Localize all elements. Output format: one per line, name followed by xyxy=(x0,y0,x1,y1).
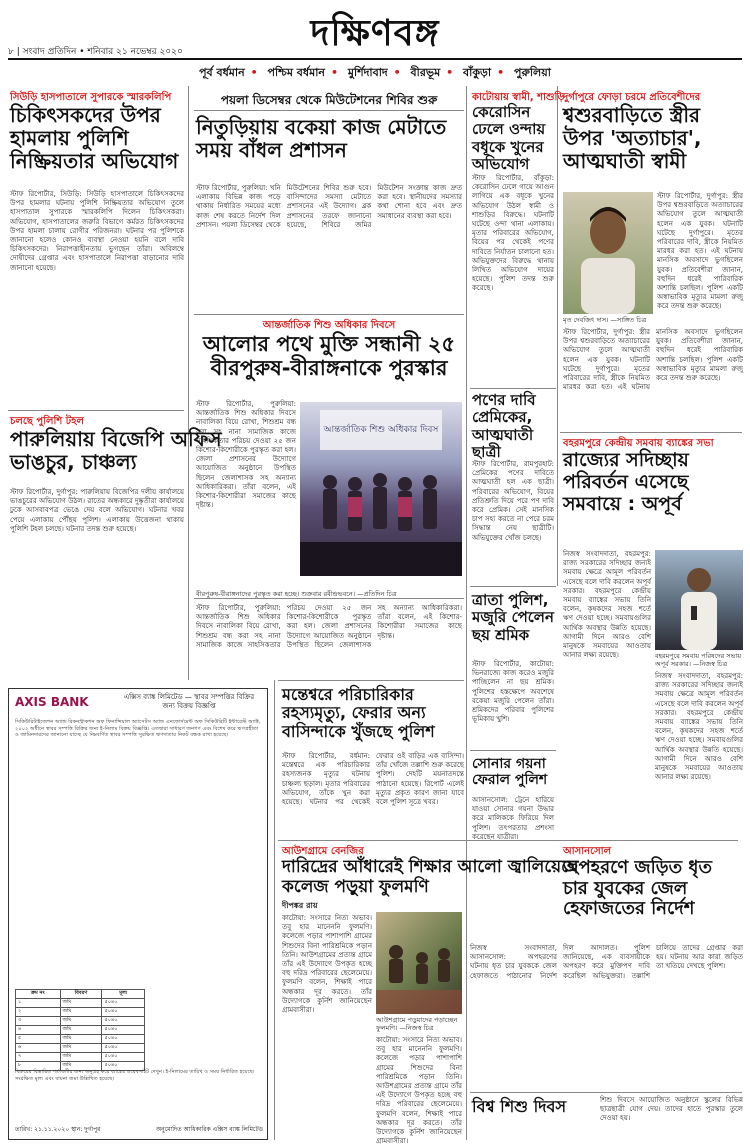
photo-caption: আউশগ্রামে পড়ুয়াদের পড়াচ্ছেন ফুলমণি। —নিজস্ব চিত্র xyxy=(376,1016,458,1032)
story-divider xyxy=(8,410,184,411)
table-cell: ৫০৪০ xyxy=(102,1017,145,1026)
story-body: স্টাফ রিপোর্টার, বর্ধমান: মন্তেশ্বরে এক পরিচারিকার রহস্যজনক মৃত্যুর ঘটনায় চাঞ্চল্য ছড়াল। মৃতার পরিবারের অভিযোগ, তাঁকে খুন করা হয়েছে। ঘটনার পর থেকেই ফেরার ওই বাড়ির এক বাসিন্দা। তাঁর খোঁজে তল্লাশি শুরু করেছে পুলিশ। দেহটি ময়নাতদন্তে পাঠানো হয়েছে। রিপোর্ট এলেই মৃত্যুর প্রকৃত কারণ জানা যাবে বলে পুলিশ সূত্রে খবর। xyxy=(282,752,464,807)
story-headline[interactable]: শ্বশুরবাড়িতে স্ত্রীর উপর 'অত্যাচার', আত্মঘাতী স্বামী xyxy=(563,103,702,173)
story-kicker: আন্তর্জাতিক শিশু অধিকার দিবসে xyxy=(262,320,396,331)
table-row xyxy=(16,999,145,1008)
region-item[interactable]: বীরভূম xyxy=(410,66,441,79)
table-cell: জমি xyxy=(60,999,102,1008)
story-headline[interactable]: ত্রাতা পুলিশ, মজুরি পেলেন ছয় শ্রমিক xyxy=(472,591,554,644)
table-cell: ৮ xyxy=(16,1062,61,1071)
story-headline[interactable]: কেরোসিন ঢেলে ওন্দায় বধূকে খুনের অভিযোগ xyxy=(472,103,546,173)
story-headline[interactable]: অপহরণে জড়িত ধৃত চার যুবকের জেল হেফাজতের নির্দেশ xyxy=(563,857,713,920)
story-body: স্টাফ রিপোর্টার, কাটোয়া: ভিনরাজ্যে কাজ করেও মজুরি পাচ্ছিলেন না ছয় শ্রমিক। পুলিশের হস্তক্ষেপে অবশেষে বকেয়া মজুরি পেলেন তাঁরা। শ্রমিকদের পরিবার পুলিশের ভূমিকায় খুশি। xyxy=(472,660,554,724)
story-body: স্টাফ রিপোর্টার, পুরুলিয়া: খনি এলাকায় বিভিন্ন কাজ পড়ে থাকায় নির্ধারিত সময়ের মধ্যে কাজ শেষ করতে নির্দেশ দিল প্রশাসন। পয়লা ডিসেম্বর থেকে মিউটেশনের শিবির শুরু হবে। বাসিন্দাদের সমস্যা মেটাতে প্রশাসনের এই উদ্যোগ। ব্লক প্রশাসনের তরফে জানানো হয়েছে, শিবিরে জমির মিউটেশন সংক্রান্ত কাজ দ্রুত করা হবে। স্থানীয়দের সমস্যার কথা শোনা হবে এবং দ্রুত সমাধানের ব্যবস্থা করা হবে। xyxy=(196,184,462,229)
ad-text: বিক্রয়ের বিস্তারিত শর্তাবলীর জন্য অনুগ্রহ করে ব্যাঙ্কের ওয়েবসাইট দেখুন। ই-নিলামের তারিখ ও সময় নির্ধারিত হয়েছে। সংরক্ষিত মূল্য এবং বায়না জমা উল্লিখিত হয়েছে। xyxy=(15,1069,255,1082)
table-cell: ২ xyxy=(16,1008,61,1017)
story-body-continued: নিজস্ব সংবাদদাতা, বহরমপুর: রাজ্য সরকারের সদিচ্ছার জন্যই সমবায় ক্ষেত্রে আমূল পরিবর্তন এসেছে বলে দাবি করলেন অপূর্ব সরকার। বহরমপুরে কেন্দ্রীয় সমবায় ব্যাঙ্কের সভায় তিনি বলেন, কৃষকদের সহজ শর্তে ঋণ দেওয়া হচ্ছে। সমবায়গুলির আর্থিক অবস্থার উন্নতি হয়েছে। আগামী দিনে আরও বেশি মানুষকে সমবায়ের আওতায় আনার লক্ষ্য রয়েছে। xyxy=(655,672,743,782)
story-divider xyxy=(470,388,556,389)
ad-table xyxy=(15,989,145,1071)
story-body: স্টাফ রিপোর্টার, সিউড়ি: সিউড়ি হাসপাতালে চিকিৎসকদের উপর হামলার ঘটনায় পুলিশি নিষ্ক্রিয়তার অভিযোগ তুলে হাসপাতাল সুপারকে স্মারকলিপি দিলেন চিকিৎসকরা। অভিযোগ, হাসপাতালের জরুরি বিভাগে কর্মরত চিকিৎসকদের উপর হামলা চালায় রোগীর পরিজনরা। ঘটনার পর পুলিশকে জানানো হলেও কোনও ব্যবস্থা নেওয়া হয়নি বলে দাবি চিকিৎসকদের। নিরাপত্তাহীনতায় ভুগছেন তাঁরা। অবিলম্বে দোষীদের গ্রেপ্তার এবং হাসপাতালে নিরাপত্তা বাড়ানোর দাবি জানানো হয়েছে। xyxy=(10,190,184,272)
region-item[interactable]: পুরুলিয়া xyxy=(513,66,551,79)
story-body: নিজস্ব সংবাদদাতা, বহরমপুর: রাজ্য সরকারের সদিচ্ছার জন্যই সমবায় ক্ষেত্রে আমূল পরিবর্তন এসেছে বলে দাবি করলেন অপূর্ব সরকার। বহরমপুরে কেন্দ্রীয় সমবায় ব্যাঙ্কের সভায় তিনি বলেন, কৃষকদের সহজ শর্তে ঋণ দেওয়া হচ্ছে। সমবায়গুলির আর্থিক অবস্থার উন্নতি হয়েছে। আগামী দিনে আরও বেশি মানুষকে সমবায়ের আওতায় আনার লক্ষ্য রয়েছে। xyxy=(563,550,651,660)
region-separator: • xyxy=(393,66,401,79)
region-item[interactable]: পশ্চিম বর্ধমান xyxy=(267,66,325,79)
masthead-rule xyxy=(8,58,742,60)
ad-text: সিকিউরিটাইজেশন অ্যান্ড রিকনস্ট্রাকশন অফ ফিনান্সিয়াল অ্যাসেটস অ্যান্ড এনফোর্সমেন্ট অফ সিকিউরিটি ইন্টারেস্ট অ্যাক্ট, ২০০২ অধীনে স্থাবর সম্পত্তি বিক্রির জন্য ই-নিলাম বিক্রয় বিজ্ঞপ্তি। এতদ্বারা সাধারণ জনগণ এবং বিশেষ করে ঋণগ্রহীতা ও জামিনদারদের জানানো যাচ্ছে যে নিম্নবর্ণিত স্থাবর সম্পত্তি সুরক্ষিত ঋণদাতার নিকট বন্ধক রাখা হয়েছে। xyxy=(15,719,261,739)
story-divider xyxy=(194,314,464,315)
table-cell: ৫০৪০ xyxy=(102,1008,145,1017)
story-body: নিজস্ব সংবাদদাতা, আসানসোল: অপহরণের ঘটনায় ধৃত চার যুবককে জেল হেফাজতে পাঠানোর নির্দেশ দিল আদালত। পুলিশ জানিয়েছে, এক ব্যবসায়ীকে অপহরণ করে মুক্তিপণ দাবি করেছিল অভিযুক্তরা। তল্লাশি চালিয়ে তাদের গ্রেপ্তার করা হয়। ঘটনায় আর কারা জড়িত তা খতিয়ে দেখছে পুলিশ। xyxy=(470,944,743,980)
story-body: শিশু দিবসে আয়োজিত অনুষ্ঠানে স্কুলের বিভিন্ন ছাত্রছাত্রী যোগ দেয়। তাদের হাতে পুরস্কার তুলে দেওয়া হয়। xyxy=(600,1096,743,1123)
region-item[interactable]: বাঁকুড়া xyxy=(463,66,492,79)
region-list xyxy=(8,64,742,83)
story-kicker: আসানসোল xyxy=(563,846,612,857)
ad-signatory: অনুমোদিত আধিকারিক এক্সিস ব্যাঙ্ক লিমিটেড xyxy=(155,1126,263,1133)
column-divider xyxy=(466,86,467,1140)
section-title: দক্ষিণবঙ্গ xyxy=(310,13,440,54)
story-body: স্টাফ রিপোর্টার, দুর্গাপুর: পারুলিয়ায় বিজেপির দলীয় কার্যালয়ে ভাঙচুরের অভিযোগ উঠল। রাতের অন্ধকারে দুষ্কৃতীরা কার্যালয়ে ঢুকে আসবাবপত্র ভেঙে দেয় বলে অভিযোগ। ঘটনার খবর পেয়ে এলাকায় পৌঁছয় পুলিশ। এলাকায় উত্তেজনা থাকায় পুলিশি টহল চলছে। ঘটনার তদন্ত শুরু হয়েছে। xyxy=(10,488,184,533)
table-header: ক্রম নং xyxy=(16,990,61,999)
story-divider xyxy=(278,680,464,681)
story-headline[interactable]: চিকিৎসকদের উপর হামলায় পুলিশি নিষ্ক্রিয়তার অভিযোগ xyxy=(10,103,179,173)
masthead xyxy=(8,4,742,84)
table-cell: জমি xyxy=(60,1026,102,1035)
top-banner: পয়লা ডিসেম্বর থেকে মিউটেশনের শিবির শুরু xyxy=(220,93,438,107)
table-row xyxy=(16,1008,145,1017)
table-cell: জমি xyxy=(60,1017,102,1026)
region-item[interactable]: পূর্ব বর্ধমান xyxy=(199,66,245,79)
region-item[interactable]: মুর্শিদাবাদ xyxy=(347,66,388,79)
table-cell: জমি xyxy=(60,1035,102,1044)
photo-banner-text: আন্তর্জাতিক শিশু অধিকার দিবস xyxy=(323,425,439,435)
table-cell: ৫ xyxy=(16,1035,61,1044)
bank-advertisement xyxy=(8,688,268,1140)
story-kicker: কাটোয়ায় স্বামী, শাশুড়ি xyxy=(472,92,565,103)
story-body: আসানসোল: ট্রেনে হারিয়ে যাওয়া সোনার গয়না উদ্ধার করে মালিককে ফিরিয়ে দিল পুলিশ। তৎপরতার প্রশংসা করেছেন যাত্রীরা। xyxy=(472,796,554,841)
table-cell: জমি xyxy=(60,1062,102,1071)
table-cell: ৩ xyxy=(16,1017,61,1026)
story-body-continued: স্টাফ রিপোর্টার, দুর্গাপুর: স্ত্রীর উপর শ্বশুরবাড়িতে অত্যাচারের অভিযোগ তুলে আত্মঘাতী হলেন এক যুবক। ঘটনাটি ঘটেছে দুর্গাপুরে। মৃতের পরিবারের দাবি, স্ত্রীকে নিয়মিত মারধর করা হত। এই ঘটনায় মানসিক অবসাদে ভুগছিলেন যুবক। প্রতিবেশীরা জানান, বহুদিন ধরেই পারিবারিক অশান্তি চলছিল। পুলিশ একটি অস্বাভাবিক মৃত্যুর মামলা রুজু করে তদন্ত শুরু করেছে। xyxy=(563,328,743,392)
table-cell: ৭ xyxy=(16,1053,61,1062)
story-kicker: চলছে পুলিশি টহল xyxy=(10,416,84,427)
classroom-photo xyxy=(376,912,462,1014)
ad-heading: এক্সিস ব্যাঙ্ক লিমিটেড — স্থাবর সম্পত্তির বিক্রির জন্য বিক্রয় বিজ্ঞপ্তি xyxy=(123,693,255,710)
story-divider xyxy=(470,750,556,751)
story-divider xyxy=(560,432,742,433)
story-kicker: দুর্গাপুরে ফোড়া চরমে প্রতিবেশীদের xyxy=(563,92,701,103)
deceased-portrait-photo xyxy=(563,192,653,314)
page-meta: ৮ | সংবাদ প্রতিদিন • শনিবার ২১ নভেম্বর ২০২০ xyxy=(8,47,183,57)
story-body: স্টাফ রিপোর্টার, বাঁকুড়া: কেরোসিন ঢেলে গায়ে আগুন লাগিয়ে এক বধূকে খুনের অভিযোগ উঠল স্বামী ও শাশুড়ির বিরুদ্ধে। ঘটনাটি ঘটেছে ওন্দা থানা এলাকায়। মৃতার পরিবারের অভিযোগ, বিয়ের পর থেকেই পণের দাবিতে নির্যাতন চালানো হত। অভিযুক্তদের বিরুদ্ধে থানায় লিখিত অভিযোগ দায়ের হয়েছে। পুলিশ তদন্ত শুরু করেছে। xyxy=(472,174,554,293)
photo-caption: বহরমপুরে সমবায় পরিষদের সভায় অপূর্ব সরকার। —নিজস্ব চিত্র xyxy=(655,652,742,668)
story-headline[interactable]: পারুলিয়ায় বিজেপি অফিস ভাঙচুর, চাঞ্চল্য xyxy=(10,427,222,474)
table-row xyxy=(16,1026,145,1035)
story-kicker: বহরমপুরে কেন্দ্রীয় সমবায় ব্যাঙ্কের সভা xyxy=(563,438,714,449)
table-row xyxy=(16,1017,145,1026)
story-headline[interactable]: মন্তেশ্বরে পরিচারিকার রহস্যমৃত্যু, ফেরার অন্য বাসিন্দাকে খুঁজছে পুলিশ xyxy=(282,685,435,741)
column-divider xyxy=(274,680,275,1140)
region-separator: • xyxy=(250,66,258,79)
story-byline: দীপঙ্কর রায় xyxy=(282,901,318,910)
table-cell: ৫০৪০ xyxy=(102,1035,145,1044)
story-headline[interactable]: পণের দাবি প্রেমিকের, আত্মঘাতী ছাত্রী xyxy=(472,391,536,461)
bank-logo: AXIS BANK xyxy=(15,695,89,709)
table-cell: ১ xyxy=(16,999,61,1008)
story-kicker: সিউড়ি হাসপাতালে সুপারকে স্মারকলিপি xyxy=(10,92,172,103)
table-cell: জমি xyxy=(60,1044,102,1053)
story-headline[interactable]: বিশ্ব শিশু দিবস xyxy=(472,1097,567,1116)
table-cell: ৫০৪০ xyxy=(102,1053,145,1062)
table-row xyxy=(16,1053,145,1062)
ad-date: তারিখ: ২১.১১.২০২০ স্থান: দুর্গাপুর xyxy=(15,1126,101,1133)
story-body: কাটোয়া: সংসারে নিত্য অভাব। তবু হার মানেননি ফুলমণি। কলেজে পড়ার পাশাপাশি গ্রামের শিশুদের বিনা পারিশ্রমিকে পড়ান তিনি। আউশগ্রামের প্রত্যন্ত গ্রামে তাঁর এই উদ্যোগে উপকৃত হচ্ছে বহু দরিদ্র পরিবারের ছেলেমেয়ে। ফুলমণি বলেন, শিক্ষাই পারে অন্ধকার দূর করতে। তাঁর উদ্যোগকে কুর্নিশ জানিয়েছেন গ্রামবাসীরা। xyxy=(282,914,372,1015)
table-cell: ৫০৪০ xyxy=(102,999,145,1008)
story-body: স্টাফ রিপোর্টার, রামপুরহাট: প্রেমিকের পণের দাবিতে আত্মঘাতী হল এক ছাত্রী। পরিবারের অভিযোগ, বিয়ের প্রতিশ্রুতি দিয়ে পরে পণ দাবি করে প্রেমিক। সেই মানসিক চাপ সহ্য করতে না পেরে চরম সিদ্ধান্ত নেয় ছাত্রীটি। অভিযুক্তের খোঁজ চলছে। xyxy=(472,460,554,542)
photo-caption: মৃত দেবজিৎ দাস। —সাঙ্গিত চিত্র xyxy=(563,316,647,324)
story-divider xyxy=(470,586,556,587)
column-divider xyxy=(557,86,558,586)
story-kicker: আউশগ্রামে বেনজির xyxy=(282,846,364,857)
story-divider xyxy=(470,1092,742,1093)
table-row xyxy=(16,1044,145,1053)
table-cell: ৫০৪০ xyxy=(102,1062,145,1071)
table-cell: ৫০৪০ xyxy=(102,1044,145,1053)
table-row xyxy=(16,1035,145,1044)
story-divider xyxy=(194,598,464,599)
story-headline[interactable]: নিতুড়িয়ায় বকেয়া কাজ মেটাতে সময় বাঁধল প্রশাসন xyxy=(196,115,447,162)
story-headline[interactable]: রাজ্যের সদিচ্ছায় পরিবর্তন এসেছে সমবায়ে : অপূর্ব xyxy=(563,449,689,515)
story-headline[interactable]: আলোর পথে মুক্তি সন্ধানী ২৫ বীরপুরুষ-বীরাঙ্গনাকে পুরস্কার xyxy=(202,332,456,381)
table-cell: ৬ xyxy=(16,1044,61,1053)
story-headline[interactable]: সোনার গয়না ফেরাল পুলিশ xyxy=(472,756,548,789)
story-body: স্টাফ রিপোর্টার, দুর্গাপুর: স্ত্রীর উপর শ্বশুরবাড়িতে অত্যাচারের অভিযোগ তুলে আত্মঘাতী হলেন এক যুবক। ঘটনাটি ঘটেছে দুর্গাপুরে। মৃতের পরিবারের দাবি, স্ত্রীকে নিয়মিত মারধর করা হত। এই ঘটনায় মানসিক অবসাদে ভুগছিলেন যুবক। প্রতিবেশীরা জানান, বহুদিন ধরেই পারিবারিক অশান্তি চলছিল। পুলিশ একটি অস্বাভাবিক মৃত্যুর মামলা রুজু করে তদন্ত শুরু করেছে। xyxy=(657,192,743,311)
story-divider xyxy=(194,110,464,111)
table-cell: ৫০৪০ xyxy=(102,1026,145,1035)
story-body: স্টাফ রিপোর্টার, পুরুলিয়া: আন্তর্জাতিক শিশু অধিকার দিবসে নাবালিকা বিয়ে রোখা, শিশুশ্রম বন্ধ করা সহ নানা সামাজিক কাজে সাহসিকতার পরিচয় দেওয়া ২৫ জন কিশোর-কিশোরীকে পুরস্কৃত করা হল। জেলা প্রশাসনের উদ্যোগে আয়োজিত অনুষ্ঠানে উপস্থিত ছিলেন জেলাশাসক সহ অন্যান্য আধিকারিকরা। তাঁরা বলেন, এই কিশোর-কিশোরীরা সমাজের কাছে দৃষ্টান্ত। xyxy=(196,400,296,510)
speaker-photo xyxy=(655,550,743,650)
column-divider xyxy=(188,86,189,680)
award-ceremony-photo xyxy=(300,402,462,576)
table-cell: ৪ xyxy=(16,1026,61,1035)
table-header: মূল্য xyxy=(102,990,145,999)
region-separator: • xyxy=(497,66,505,79)
story-body-continued: কাটোয়া: সংসারে নিত্য অভাব। তবু হার মানেননি ফুলমণি। কলেজে পড়ার পাশাপাশি গ্রামের শিশুদের বিনা পারিশ্রমিকে পড়ান তিনি। আউশগ্রামের প্রত্যন্ত গ্রামে তাঁর এই উদ্যোগে উপকৃত হচ্ছে বহু দরিদ্র পরিবারের ছেলেমেয়ে। ফুলমণি বলেন, শিক্ষাই পারে অন্ধকার দূর করতে। তাঁর উদ্যোগকে কুর্নিশ জানিয়েছেন গ্রামবাসীরা। xyxy=(376,1036,462,1146)
region-separator: • xyxy=(330,66,338,79)
story-headline[interactable]: দারিদ্রের আঁধারেই শিক্ষার আলো জ্বালিয়েছে কলেজ পড়ুয়া ফুলমণি xyxy=(282,857,579,897)
story-body-continued: স্টাফ রিপোর্টার, পুরুলিয়া: আন্তর্জাতিক শিশু অধিকার দিবসে নাবালিকা বিয়ে রোখা, শিশুশ্রম বন্ধ করা সহ নানা সামাজিক কাজে সাহসিকতার পরিচয় দেওয়া ২৫ জন কিশোর-কিশোরীকে পুরস্কৃত করা হল। জেলা প্রশাসনের উদ্যোগে আয়োজিত অনুষ্ঠানে উপস্থিত ছিলেন জেলাশাসক সহ অন্যান্য আধিকারিকরা। তাঁরা বলেন, এই কিশোর-কিশোরীরা সমাজের কাছে দৃষ্টান্ত। xyxy=(196,604,462,649)
table-header: বিবরণ xyxy=(60,990,102,999)
ad-footer xyxy=(15,1124,263,1135)
photo-caption: বীরপুরুষ-বীরাঙ্গনাদের পুরস্কৃত করা হচ্ছে। শুক্রবার রবীন্দ্রভবনে। —প্রতিদিন চিত্র xyxy=(196,590,397,598)
region-separator: • xyxy=(446,66,454,79)
table-cell: জমি xyxy=(60,1053,102,1062)
table-cell: জমি xyxy=(60,1008,102,1017)
